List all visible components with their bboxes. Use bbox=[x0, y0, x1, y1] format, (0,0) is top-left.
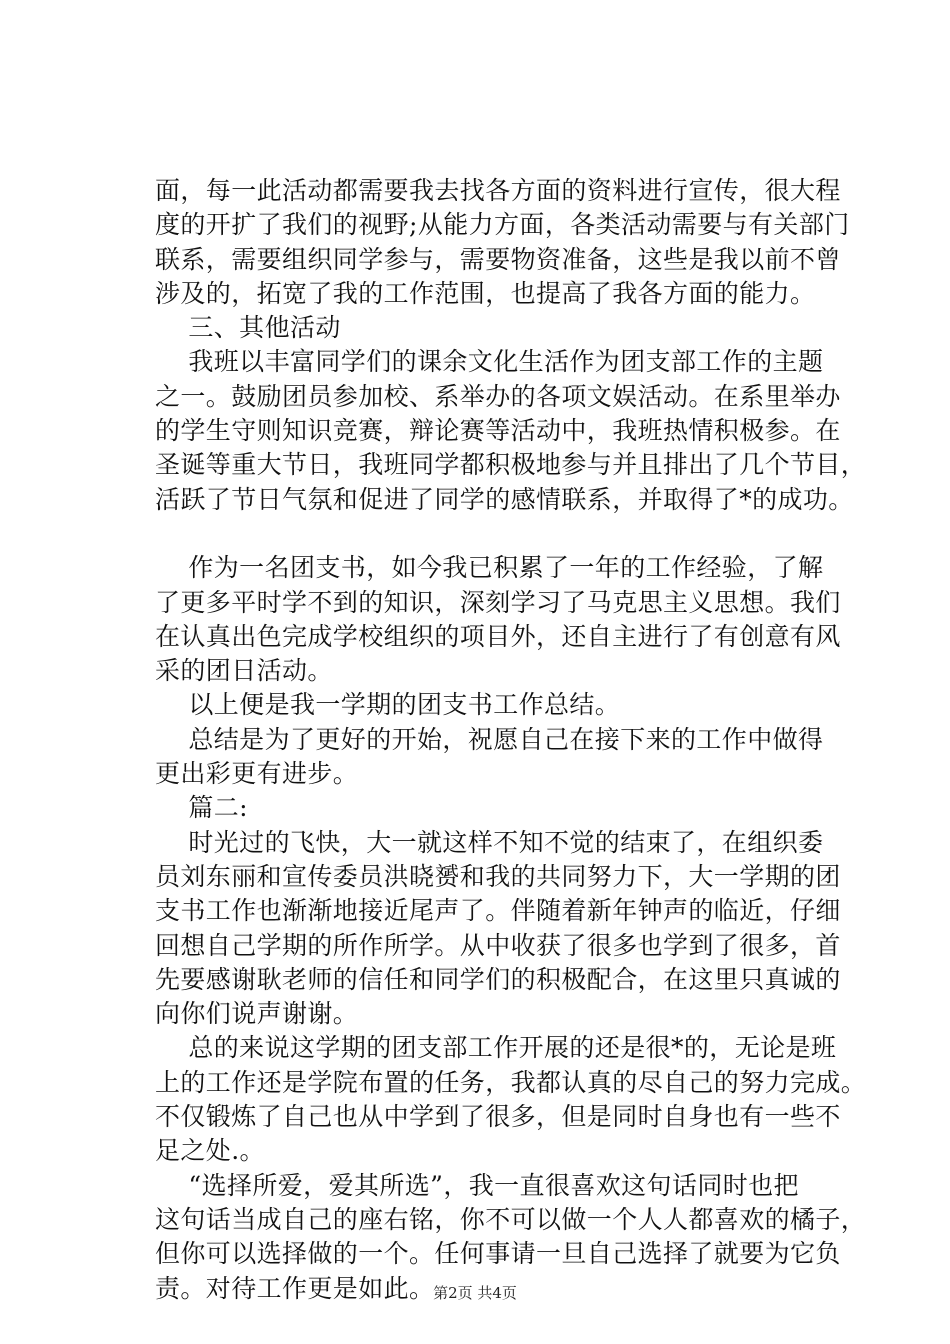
page-footer bbox=[0, 1283, 950, 1303]
text-line: 我班以丰富同学们的课余文化生活作为团支部工作的主题 bbox=[155, 347, 824, 377]
section-heading: 篇二: bbox=[155, 793, 249, 823]
text-line: 总的来说这学期的团支部工作开展的还是很*的，无论是班 bbox=[155, 1033, 837, 1063]
page-number-label: 第2页 共4页 bbox=[433, 1284, 517, 1302]
text-line: “选择所爱，爱其所选”，我一直很喜欢这句话同时也把 bbox=[155, 1170, 799, 1200]
text-line: 责。对待工作更是如此。 bbox=[155, 1273, 435, 1303]
text-line: 在认真出色完成学校组织的项目外，还自主进行了有创意有风 bbox=[155, 621, 841, 651]
text-line: 向你们说声谢谢。 bbox=[155, 999, 359, 1029]
text-line: 支书工作也渐渐地接近尾声了。伴随着新年钟声的临近，仔细 bbox=[155, 896, 841, 926]
text-line: 时光过的飞快，大一就这样不知不觉的结束了，在组织委 bbox=[155, 827, 824, 857]
text-line: 度的开扩了我们的视野;从能力方面，各类活动需要与有关部门 bbox=[155, 210, 850, 240]
section-heading: 三、其他活动 bbox=[155, 313, 341, 343]
text-line: 以上便是我一学期的团支书工作总结。 bbox=[155, 690, 621, 720]
text-line: 的学生守则知识竞赛，辩论赛等活动中，我班热情积极参。在 bbox=[155, 416, 841, 446]
text-line: 面，每一此活动都需要我去找各方面的资料进行宣传，很大程 bbox=[155, 176, 841, 205]
body-text bbox=[155, 174, 867, 1306]
text-line: 涉及的，拓宽了我的工作范围，也提高了我各方面的能力。 bbox=[155, 278, 816, 308]
text-line: 圣诞等重大节日，我班同学都积极地参与并且排出了几个节目， bbox=[155, 450, 867, 480]
text-line: 不仅锻炼了自己也从中学到了很多，但是同时自身也有一些不 bbox=[155, 1102, 841, 1132]
text-line: 回想自己学期的所作所学。从中收获了很多也学到了很多，首 bbox=[155, 930, 841, 960]
text-line: 了更多平时学不到的知识，深刻学习了马克思主义思想。我们 bbox=[155, 587, 841, 617]
text-line: 更出彩更有进步。 bbox=[155, 759, 359, 789]
text-line: 这句话当成自己的座右铭，你不可以做一个人人都喜欢的橘子， bbox=[155, 1204, 867, 1234]
text-line: 采的团日活动。 bbox=[155, 656, 333, 686]
text-line: 之一。鼓励团员参加校、系举办的各项文娱活动。在系里举办 bbox=[155, 381, 841, 411]
text-line: 足之处.。 bbox=[155, 1136, 265, 1166]
text-line: 联系，需要组织同学参与，需要物资准备，这些是我以前不曾 bbox=[155, 244, 841, 274]
text-line: 总结是为了更好的开始，祝愿自己在接下来的工作中做得 bbox=[155, 724, 824, 754]
text-line: 上的工作还是学院布置的任务，我都认真的尽自己的努力完成。 bbox=[155, 1067, 867, 1097]
text-line: 员刘东丽和宣传委员洪晓赟和我的共同努力下，大一学期的团 bbox=[155, 861, 841, 891]
text-line: 先要感谢耿老师的信任和同学们的积极配合，在这里只真诚的 bbox=[155, 964, 841, 994]
text-line: 但你可以选择做的一个。任何事请一旦自己选择了就要为它负 bbox=[155, 1239, 841, 1269]
blank-line bbox=[155, 517, 835, 551]
text-line: 活跃了节日气氛和促进了同学的感情联系，并取得了*的成功。 bbox=[155, 484, 854, 514]
text-line: 作为一名团支书，如今我已积累了一年的工作经验，了解 bbox=[155, 553, 824, 583]
